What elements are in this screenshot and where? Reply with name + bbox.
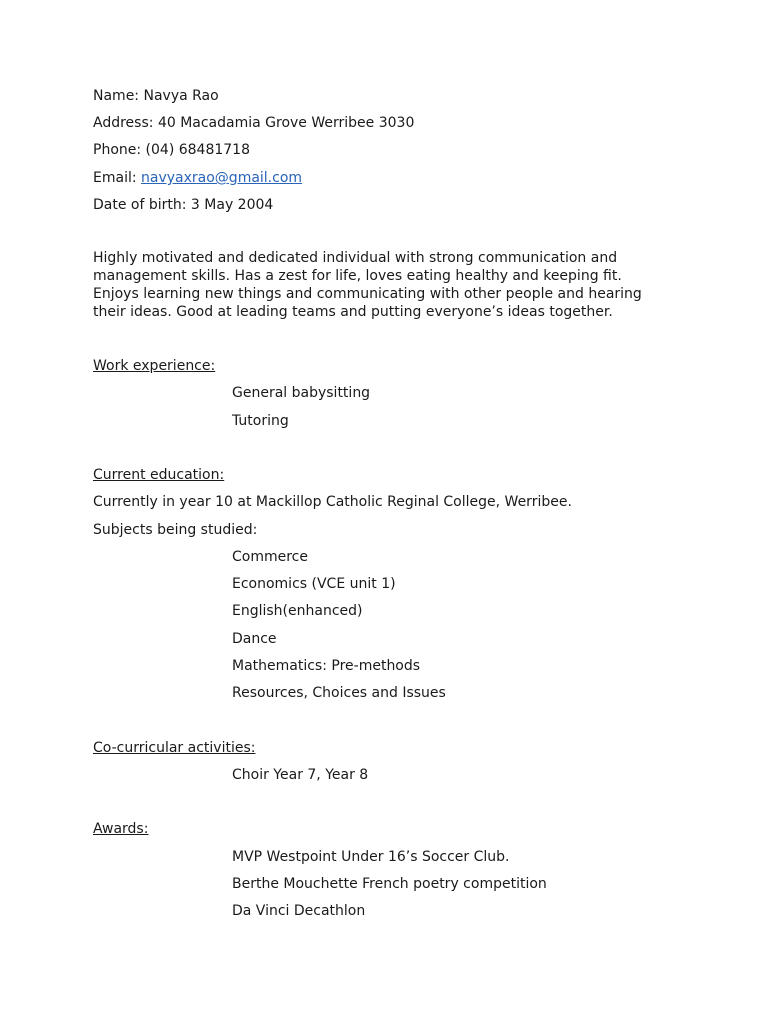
work-experience-item: Tutoring <box>232 413 289 429</box>
summary-line: management skills. Has a zest for life, loves eating healthy and keeping fit. <box>93 268 622 284</box>
subject-item: Resources, Choices and Issues <box>232 685 446 701</box>
name-label: Name: <box>93 88 140 104</box>
email-link[interactable]: navyaxrao@gmail.com <box>141 170 303 186</box>
subject-item: Commerce <box>232 549 308 565</box>
subject-item: Mathematics: Pre-methods <box>232 658 421 674</box>
phone-value: (04) 68481718 <box>145 142 250 158</box>
work-experience-heading: Work experience: <box>93 358 216 374</box>
dob-value: 3 May 2004 <box>190 197 274 213</box>
summary-line: Highly motivated and dedicated individual with strong communication and <box>93 250 618 266</box>
current-education-heading: Current education: <box>93 467 225 483</box>
address-value: 40 Macadamia Grove Werribee 3030 <box>157 115 415 131</box>
subject-item: English(enhanced) <box>232 603 363 619</box>
summary-line: their ideas. Good at leading teams and putting everyone’s ideas together. <box>93 304 613 320</box>
summary-line: Enjoys learning new things and communicating with other people and hearing <box>93 286 642 302</box>
contact-phone <box>93 141 250 159</box>
name-value: Navya Rao <box>143 88 219 104</box>
contact-email <box>93 169 302 187</box>
award-item: Da Vinci Decathlon <box>232 903 366 919</box>
contact-dob <box>93 196 273 214</box>
award-item: MVP Westpoint Under 16’s Soccer Club. <box>232 849 510 865</box>
phone-label: Phone: <box>93 142 142 158</box>
education-status: Currently in year 10 at Mackillop Catholic Reginal College, Werribee. <box>93 494 572 510</box>
award-item: Berthe Mouchette French poetry competition <box>232 876 547 892</box>
email-label: Email: <box>93 170 137 186</box>
subject-item: Economics (VCE unit 1) <box>232 576 396 592</box>
dob-label: Date of birth: <box>93 197 187 213</box>
subjects-label: Subjects being studied: <box>93 522 258 538</box>
contact-address <box>93 114 414 132</box>
work-experience-item: General babysitting <box>232 385 371 401</box>
co-curricular-item: Choir Year 7, Year 8 <box>232 767 369 783</box>
subject-item: Dance <box>232 631 277 647</box>
address-label: Address: <box>93 115 154 131</box>
contact-name <box>93 87 219 105</box>
summary-paragraph <box>93 249 673 321</box>
awards-heading: Awards: <box>93 821 149 837</box>
co-curricular-heading: Co-curricular activities: <box>93 740 256 756</box>
